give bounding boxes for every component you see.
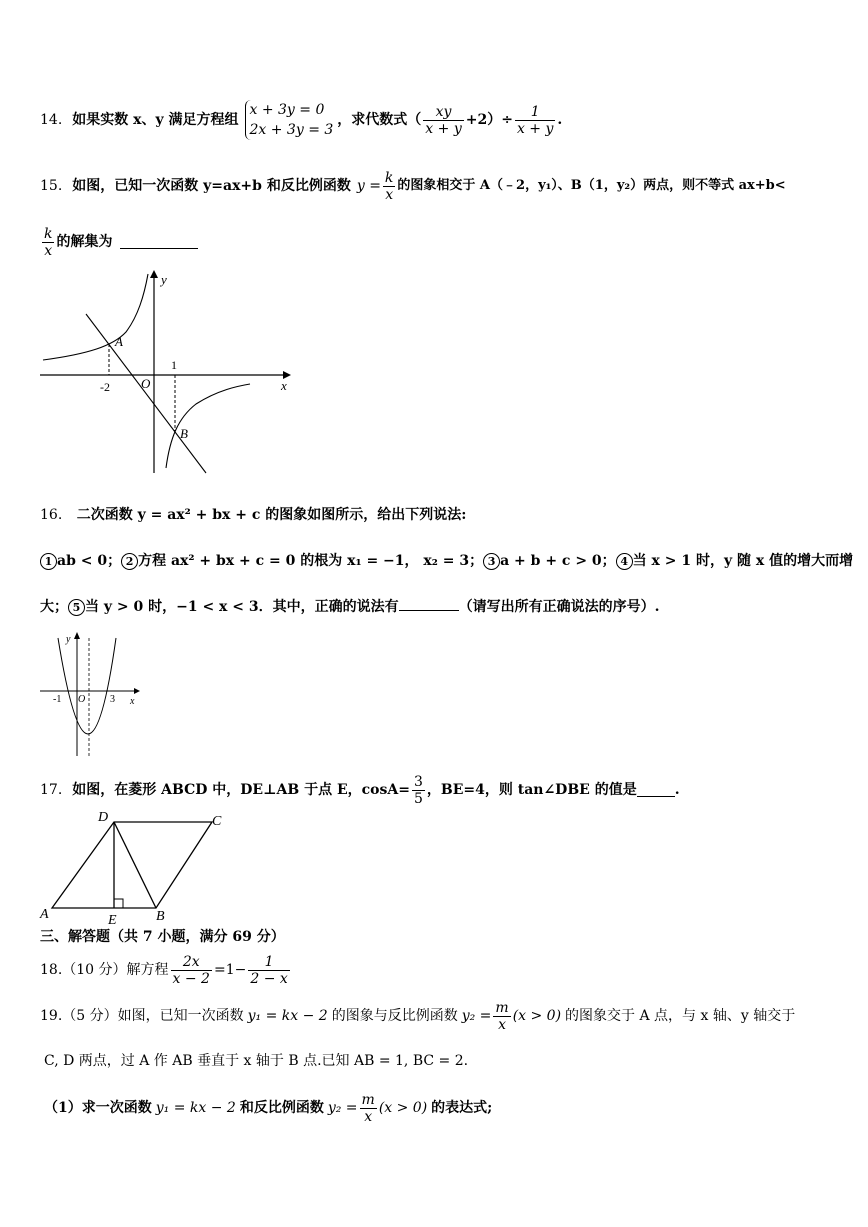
q17-fraction (412, 774, 425, 807)
q15-fraction (383, 170, 395, 203)
q15-tick-neg: -2 (100, 380, 110, 394)
q14-end: . (557, 112, 563, 128)
q16-line2 (40, 552, 853, 570)
q19-sub1-f-numerator: m (361, 1091, 375, 1108)
q19-f-numerator: m (495, 999, 509, 1016)
q16-tick-pos: 3 (110, 694, 115, 705)
q17-number: 17. (40, 782, 63, 798)
q15-label-x: x (281, 378, 287, 393)
q15-graph (38, 268, 298, 478)
q16-statement-1: ab < 0； (57, 553, 122, 569)
q15-answer-blank[interactable] (120, 236, 198, 249)
q17-right-angle-mark (114, 899, 123, 908)
q18-f1-denominator: x − 2 (172, 970, 210, 987)
q15-tail: 的解集为 (56, 234, 113, 250)
q15-label-origin: O (141, 376, 151, 391)
q19-sub1 (44, 1088, 492, 1128)
q17-rhombus-figure (38, 808, 238, 928)
q17-label-b: B (156, 909, 165, 924)
q18-f2-denominator: 2 − x (250, 970, 288, 987)
q14-f2-denominator: x + y (516, 120, 554, 137)
q16-y-arrow (74, 632, 80, 639)
q14-fraction-1 (423, 104, 463, 137)
q16-label-origin: O (78, 694, 86, 705)
q17-f-numerator: 3 (413, 773, 423, 790)
q16-line3 (40, 598, 660, 616)
section3-heading: 三、解答题（共 7 小题，满分 69 分） (40, 929, 285, 945)
q14-f1-denominator: x + y (425, 120, 462, 137)
q14-eq1: x + 3y = 0 (249, 102, 325, 118)
q15-label-a: A (115, 334, 123, 349)
q17-label-e: E (108, 913, 117, 928)
q17-segment-db (114, 822, 156, 908)
q19-number: 19. (40, 1008, 63, 1024)
q18-number: 18. (40, 962, 63, 978)
q19-condition: (x > 0) (512, 1008, 562, 1024)
q16-tail: （请写出所有正确说法的序号）. (458, 599, 660, 615)
q19-sub1-prefix: （1）求一次函数 (44, 1100, 152, 1116)
q15-hyperbola-right (166, 384, 250, 468)
q15-line1 (40, 166, 786, 206)
q15-y-eq: y = (356, 178, 381, 194)
q15-line2 (40, 222, 198, 262)
q16-circle-1: 1 (40, 553, 57, 570)
q15-number: 15. (40, 178, 63, 194)
q14-equation-system (245, 100, 334, 140)
q16-graph (38, 630, 148, 760)
q14-plus: +2）÷ (465, 112, 513, 128)
q16-circle-4: 4 (616, 553, 633, 570)
q16-statement-3: a + b + c > 0； (500, 553, 616, 569)
q15-y-arrow (150, 270, 158, 278)
q16-answer-blank[interactable] (399, 598, 459, 611)
q19-sub1-y1: y₁ = kx − 2 (155, 1100, 236, 1116)
q19-sub1-fraction (360, 1092, 377, 1125)
q16-x-arrow (134, 688, 140, 694)
q16-statement-4: 当 x > 1 时，y 随 x 值的增大而增 (632, 553, 854, 569)
q14-f1-numerator: xy (423, 104, 463, 121)
q19-mid: 的图象与反比例函数 (331, 1008, 458, 1024)
q19-line2 (44, 1052, 468, 1070)
q19-y2: y₂ = (461, 1008, 492, 1024)
q19-line1 (40, 996, 795, 1036)
q16-circle-3: 3 (483, 553, 500, 570)
q17-prefix: 如图，在菱形 ABCD 中，DE⊥AB 于点 E，cosA= (72, 782, 410, 798)
q15-prefix: 如图，已知一次函数 y=ax+b 和反比例函数 (72, 178, 351, 194)
q18-eq: =1− (213, 962, 247, 978)
q19-fraction (493, 1000, 510, 1033)
q16-label-x: x (130, 696, 135, 707)
q14-number: 14. (40, 112, 63, 128)
q19-f-denominator: x (498, 1016, 506, 1033)
q18-f1-numerator: 2x (171, 954, 212, 971)
q16-parabola (58, 638, 116, 734)
q17-label-a: A (40, 907, 49, 922)
q15-f-denominator: x (385, 186, 394, 203)
q19-sub1-mid: 和反比例函数 (239, 1100, 324, 1116)
q17-rhombus (52, 822, 212, 908)
q17-end: . (674, 782, 680, 798)
q16-statement-2: 方程 ax² + bx + c = 0 的根为 x₁ = −1， x₂ = 3； (138, 553, 484, 569)
q18-score: （10 分）解方程 (62, 962, 169, 978)
q17-post: ，BE=4，则 tan∠DBE 的值是 (426, 782, 637, 798)
q19-sub1-end: 的表达式; (431, 1100, 493, 1116)
q17-f-denominator: 5 (413, 790, 423, 807)
q14-fraction-2 (515, 104, 555, 137)
q17-answer-blank[interactable] (637, 784, 675, 797)
q16-tick-neg: -1 (53, 694, 62, 705)
q17-label-c: C (212, 814, 222, 829)
q15-post: 的图象相交于 A（﹣2，y₁）、B（1，y₂）两点，则不等式 ax+b< (397, 178, 786, 193)
q19-sub1-y2: y₂ = (327, 1100, 358, 1116)
q16-statement-5: 当 y > 0 时，−1 < x < 3．其中，正确的说法有 (85, 599, 399, 615)
q15-f2-denominator: x (44, 242, 53, 259)
q16-line1 (40, 506, 466, 524)
q14-eq2: 2x + 3y = 3 (249, 122, 334, 138)
q18-fraction-1 (171, 954, 212, 987)
q19-score: （5 分）如图，已知一次函数 (62, 1008, 244, 1024)
q15-fraction-2 (42, 226, 54, 259)
q17-label-d: D (98, 810, 109, 825)
q19-y1: y₁ = kx − 2 (247, 1008, 328, 1024)
q15-label-b: B (180, 426, 188, 441)
q16-number: 16. (40, 507, 63, 523)
q18-f2-numerator: 1 (248, 954, 289, 971)
q15-tick-pos: 1 (171, 358, 177, 372)
q17-line (40, 768, 680, 812)
q14-f2-numerator: 1 (515, 104, 555, 121)
q19-line2-text: C, D 两点，过 A 作 AB 垂直于 x 轴于 B 点.已知 AB = 1, BC = 2. (44, 1053, 469, 1069)
q16-line3-prefix: 大； (40, 599, 68, 615)
q15-f2-numerator: k (44, 225, 53, 242)
q18-fraction-2 (248, 954, 289, 987)
q14-line (40, 98, 562, 142)
q19-sub1-condition: (x > 0) (378, 1100, 428, 1116)
q16-circle-2: 2 (121, 553, 138, 570)
q16-circle-5: 5 (68, 599, 85, 616)
q15-hyperbola-left (43, 274, 148, 360)
q15-f-numerator: k (384, 169, 394, 186)
q15-label-y: y (161, 272, 167, 287)
q14-middle: ，求代数式（ (337, 112, 422, 128)
q18-line (40, 950, 292, 990)
q19-sub1-f-denominator: x (364, 1108, 373, 1125)
q16-label-y: y (66, 634, 71, 645)
q14-prefix: 如果实数 x、y 满足方程组 (72, 112, 239, 128)
q16-intro: 二次函数 y = ax² + bx + c 的图象如图所示，给出下列说法: (76, 507, 467, 523)
q19-post: 的图象交于 A 点，与 x 轴、y 轴交于 (565, 1008, 796, 1024)
